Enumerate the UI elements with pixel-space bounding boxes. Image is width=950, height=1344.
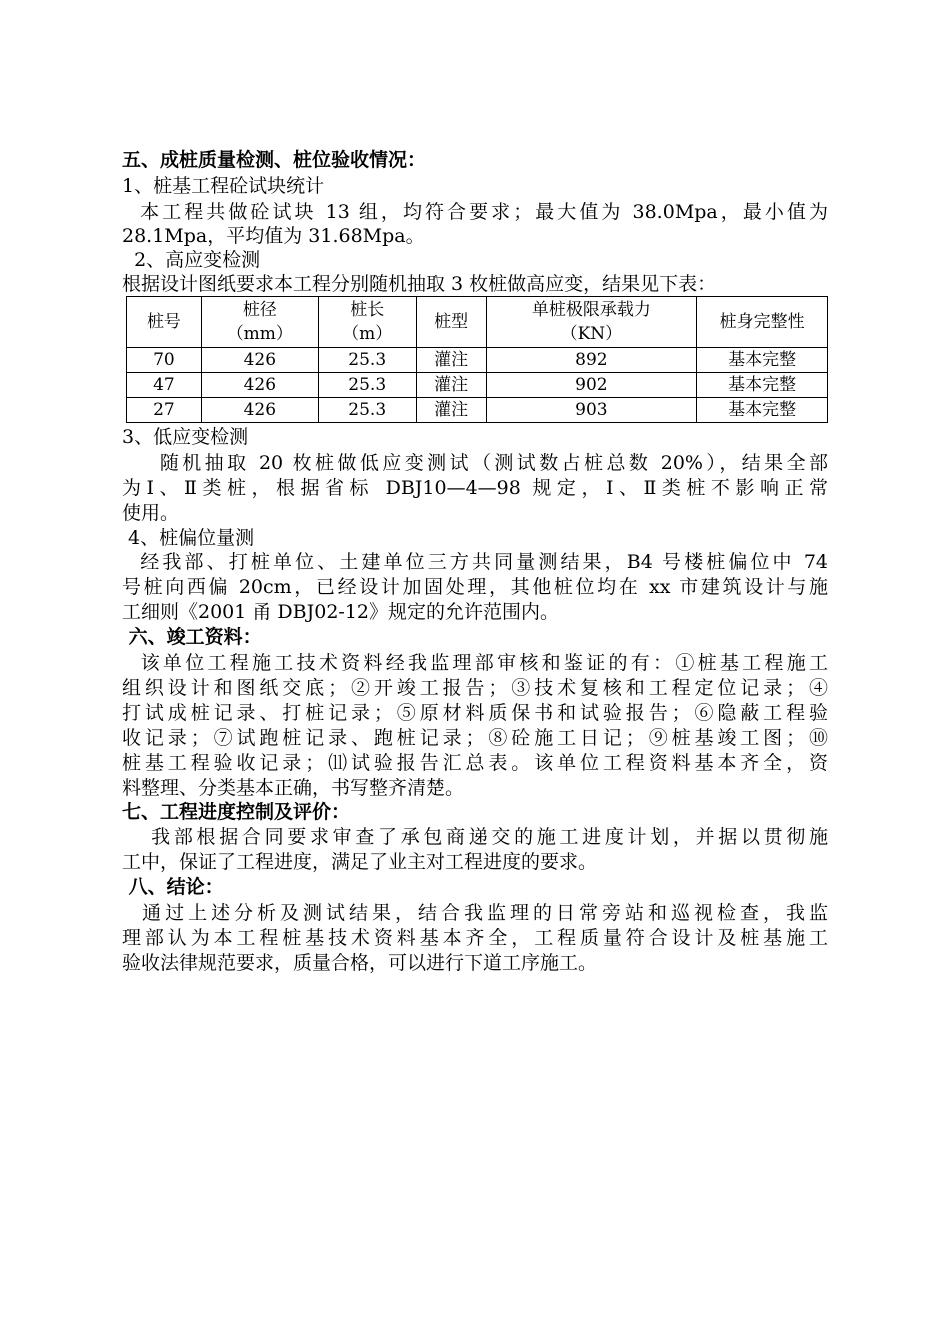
section-6-title: 六、竣工资料： (122, 626, 262, 648)
subsection-4-text-line-3: 工细则《2001 甬 DBJ02-12》规定的允许范围内。 (122, 601, 560, 623)
subsection-3-text-line-2: 为Ⅰ、Ⅱ类桩，根据省标 DBJ10—4—98 规定，Ⅰ、Ⅱ类桩不影响正常 (122, 477, 828, 499)
section-8-title: 八、结论： (122, 876, 224, 898)
section-7-text-line-1: 我部根据合同要求审查了承包商递交的施工进度计划，并据以贯彻施 (122, 826, 828, 848)
header-pile-no: 桩号 (127, 297, 202, 348)
subsection-4-text-line-1: 经我部、打桩单位、土建单位三方共同量测结果，B4 号楼桩偏位中 74 (122, 551, 828, 573)
header-length: 桩长 （m） (318, 297, 416, 348)
table-row (127, 398, 828, 423)
high-strain-test-table (126, 296, 828, 423)
section-6-text-line-1: 该单位工程施工技术资料经我监理部审核和鉴证的有：①桩基工程施工 (122, 652, 828, 674)
cell-capacity: 902 (486, 373, 697, 398)
subsection-2-title: 2、高应变检测 (122, 249, 261, 271)
header-diameter: 桩径 （mm） (201, 297, 318, 348)
section-8-text-line-3: 验收法律规范要求，质量合格，可以进行下道工序施工。 (122, 952, 598, 974)
section-5-title: 五、成桩质量检测、桩位验收情况： (122, 149, 427, 171)
section-6-text-line-6: 料整理、分类基本正确，书写整齐清楚。 (122, 777, 465, 799)
subsection-1-text-line-2: 28.1Mpa，平均值为 31.68Mpa。 (122, 225, 425, 247)
cell-pile-type: 灌注 (416, 373, 486, 398)
subsection-1-text-line-1: 本工程共做砼试块 13 组，均符合要求；最大值为 38.0Mpa，最小值为 (122, 201, 828, 223)
cell-diameter: 426 (201, 348, 318, 373)
subsection-4-title: 4、桩偏位量测 (122, 527, 255, 549)
cell-capacity: 892 (486, 348, 697, 373)
cell-length: 25.3 (318, 373, 416, 398)
cell-pile-no: 70 (127, 348, 202, 373)
section-6-text-line-3: 打试成桩记录、打桩记录；⑤原材料质保书和试验报告；⑥隐蔽工程验 (122, 702, 828, 724)
subsection-3-text-line-3: 使用。 (122, 502, 180, 524)
subsection-1-title: 1、桩基工程砼试块统计 (122, 175, 325, 197)
header-pile-type: 桩型 (416, 297, 486, 348)
cell-diameter: 426 (201, 398, 318, 423)
header-ultimate-capacity: 单桩极限承载力 （KN） (486, 297, 697, 348)
subsection-3-title: 3、低应变检测 (122, 426, 249, 448)
header-integrity: 桩身完整性 (697, 297, 828, 348)
cell-integrity: 基本完整 (697, 398, 828, 423)
subsection-3-text-line-1: 随机抽取 20 枚桩做低应变测试（测试数占桩总数 20%），结果全部 (122, 452, 828, 474)
cell-integrity: 基本完整 (697, 373, 828, 398)
section-8-text-line-1: 通过上述分析及测试结果，结合我监理的日常旁站和巡视检查，我监 (122, 902, 828, 924)
cell-length: 25.3 (318, 398, 416, 423)
cell-pile-type: 灌注 (416, 398, 486, 423)
subsection-4-text-line-2: 号桩向西偏 20cm，已经设计加固处理，其他桩位均在 xx 市建筑设计与施 (122, 576, 828, 598)
section-6-text-line-4: 收记录；⑦试跑桩记录、跑桩记录；⑧砼施工日记；⑨桩基竣工图；⑩ (122, 727, 828, 749)
table-row (127, 348, 828, 373)
table-row (127, 373, 828, 398)
cell-diameter: 426 (201, 373, 318, 398)
section-6-text-line-2: 组织设计和图纸交底；②开竣工报告；③技术复核和工程定位记录；④ (122, 677, 828, 699)
cell-length: 25.3 (318, 348, 416, 373)
section-7-text-line-2: 工中，保证了工程进度，满足了业主对工程进度的要求。 (122, 851, 598, 873)
cell-capacity: 903 (486, 398, 697, 423)
section-8-text-line-2: 理部认为本工程桩基技术资料基本齐全，工程质量符合设计及桩基施工 (122, 927, 828, 949)
cell-pile-no: 27 (127, 398, 202, 423)
cell-integrity: 基本完整 (697, 348, 828, 373)
subsection-2-text: 根据设计图纸要求本工程分别随机抽取 3 枚桩做高应变，结果见下表： (122, 273, 717, 295)
cell-pile-no: 47 (127, 373, 202, 398)
section-6-text-line-5: 桩基工程验收记录；⑾试验报告汇总表。该单位工程资料基本齐全，资 (122, 752, 828, 774)
cell-pile-type: 灌注 (416, 348, 486, 373)
table-header-row (127, 297, 828, 348)
section-7-title: 七、工程进度控制及评价： (122, 801, 351, 823)
